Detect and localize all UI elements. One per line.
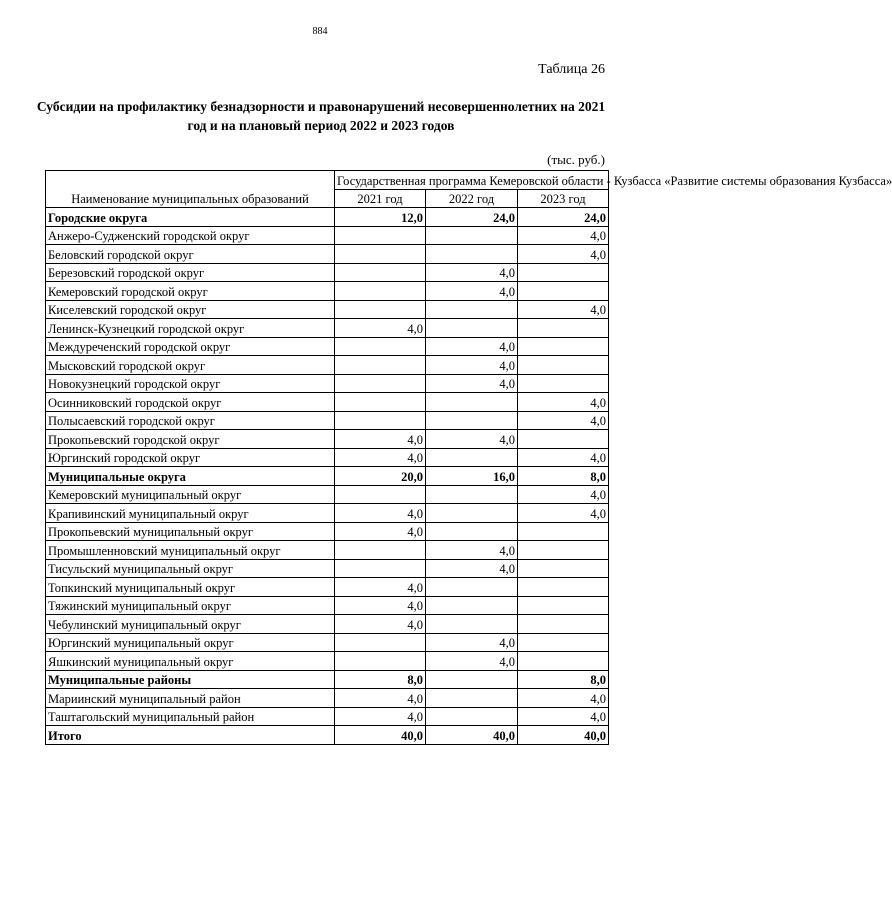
value-2022 xyxy=(426,522,518,541)
municipality-name: Яшкинский муниципальный округ xyxy=(46,652,335,671)
value-2023: 4,0 xyxy=(518,226,609,245)
table-row xyxy=(46,652,609,671)
subsidy-table xyxy=(45,170,892,745)
value-2022 xyxy=(426,300,518,319)
value-2021: 12,0 xyxy=(335,208,426,227)
value-2023: 8,0 xyxy=(518,670,609,689)
value-2023: 4,0 xyxy=(518,448,609,467)
table-row xyxy=(46,226,609,245)
municipality-name: Юргинский муниципальный округ xyxy=(46,633,335,652)
table-row xyxy=(46,522,609,541)
value-2022: 4,0 xyxy=(426,430,518,449)
value-2023: 8,0 xyxy=(518,467,609,486)
table-row xyxy=(46,263,609,282)
value-2021: 4,0 xyxy=(335,578,426,597)
value-2023 xyxy=(518,282,609,301)
table-row xyxy=(46,319,609,338)
value-2022: 40,0 xyxy=(426,726,518,745)
municipality-name: Тисульский муниципальный округ xyxy=(46,559,335,578)
municipality-name: Муниципальные районы xyxy=(46,670,335,689)
value-2023 xyxy=(518,263,609,282)
header-year-2022: 2022 год xyxy=(426,189,518,208)
table-row xyxy=(46,374,609,393)
value-2022 xyxy=(426,485,518,504)
header-year-2021: 2021 год xyxy=(335,189,426,208)
value-2022 xyxy=(426,689,518,708)
table-body xyxy=(46,208,609,745)
header-program: Государственная программа Кемеровской области - Кузбасса «Развитие системы образования Кузбасса» xyxy=(335,171,609,190)
units-label: (тыс. руб.) xyxy=(547,152,605,167)
value-2023: 4,0 xyxy=(518,689,609,708)
municipality-name: Прокопьевский городской округ xyxy=(46,430,335,449)
value-2021 xyxy=(335,559,426,578)
value-2021: 4,0 xyxy=(335,430,426,449)
municipality-name: Березовский городской округ xyxy=(46,263,335,282)
value-2022 xyxy=(426,319,518,338)
value-2022 xyxy=(426,393,518,412)
municipality-name: Осинниковский городской округ xyxy=(46,393,335,412)
municipality-name: Кемеровский городской округ xyxy=(46,282,335,301)
table-row xyxy=(46,689,609,708)
value-2021: 4,0 xyxy=(335,689,426,708)
value-2023 xyxy=(518,559,609,578)
document-title: Субсидии на профилактику безнадзорности и правонарушений несовершеннолетних на 2021 год и на плановый период 2022 и 2023 годов xyxy=(36,99,606,133)
table-row xyxy=(46,430,609,449)
municipality-name: Прокопьевский муниципальный округ xyxy=(46,522,335,541)
table-row xyxy=(46,485,609,504)
municipality-name: Чебулинский муниципальный округ xyxy=(46,615,335,634)
value-2022: 4,0 xyxy=(426,282,518,301)
value-2022 xyxy=(426,578,518,597)
value-2023 xyxy=(518,430,609,449)
table-label: Таблица 26 xyxy=(538,62,605,77)
table-row xyxy=(46,559,609,578)
table-row xyxy=(46,596,609,615)
value-2022: 24,0 xyxy=(426,208,518,227)
value-2022: 4,0 xyxy=(426,633,518,652)
value-2021 xyxy=(335,485,426,504)
value-2022: 4,0 xyxy=(426,337,518,356)
municipality-name: Мариинский муниципальный район xyxy=(46,689,335,708)
municipality-name: Крапивинский муниципальный округ xyxy=(46,504,335,523)
value-2021: 4,0 xyxy=(335,596,426,615)
municipality-name: Промышленновский муниципальный округ xyxy=(46,541,335,560)
municipality-name: Анжеро-Судженский городской округ xyxy=(46,226,335,245)
municipality-name: Междуреченский городской округ xyxy=(46,337,335,356)
header-name-column: Наименование муниципальных образований xyxy=(46,171,335,208)
value-2021: 4,0 xyxy=(335,707,426,726)
value-2023 xyxy=(518,578,609,597)
municipality-name: Беловский городской округ xyxy=(46,245,335,264)
municipality-name: Новокузнецкий городской округ xyxy=(46,374,335,393)
value-2021 xyxy=(335,356,426,375)
value-2021 xyxy=(335,393,426,412)
table-group-row xyxy=(46,726,609,745)
municipality-name: Полысаевский городской округ xyxy=(46,411,335,430)
table-row xyxy=(46,282,609,301)
municipality-name: Юргинский городской округ xyxy=(46,448,335,467)
value-2021 xyxy=(335,245,426,264)
municipality-name: Ленинск-Кузнецкий городской округ xyxy=(46,319,335,338)
municipality-name: Топкинский муниципальный округ xyxy=(46,578,335,597)
value-2021: 4,0 xyxy=(335,448,426,467)
municipality-name: Муниципальные округа xyxy=(46,467,335,486)
table-row xyxy=(46,448,609,467)
value-2022 xyxy=(426,615,518,634)
value-2021 xyxy=(335,541,426,560)
value-2023: 4,0 xyxy=(518,245,609,264)
value-2022 xyxy=(426,707,518,726)
value-2023: 4,0 xyxy=(518,300,609,319)
municipality-name: Тяжинский муниципальный округ xyxy=(46,596,335,615)
table-row xyxy=(46,615,609,634)
value-2022: 4,0 xyxy=(426,559,518,578)
value-2022 xyxy=(426,670,518,689)
value-2022: 4,0 xyxy=(426,356,518,375)
value-2021 xyxy=(335,300,426,319)
value-2023 xyxy=(518,337,609,356)
header-row xyxy=(46,171,609,190)
value-2023: 4,0 xyxy=(518,707,609,726)
value-2023: 4,0 xyxy=(518,485,609,504)
page-number: 884 xyxy=(312,26,328,37)
table-row xyxy=(46,411,609,430)
value-2022 xyxy=(426,245,518,264)
value-2022: 4,0 xyxy=(426,652,518,671)
municipality-name: Итого xyxy=(46,726,335,745)
value-2023 xyxy=(518,522,609,541)
table-row xyxy=(46,578,609,597)
table-row xyxy=(46,504,609,523)
municipality-name: Мысковский городской округ xyxy=(46,356,335,375)
table-row xyxy=(46,300,609,319)
table-row xyxy=(46,337,609,356)
value-2022: 16,0 xyxy=(426,467,518,486)
municipality-name: Киселевский городской округ xyxy=(46,300,335,319)
value-2022 xyxy=(426,411,518,430)
value-2023: 24,0 xyxy=(518,208,609,227)
value-2021 xyxy=(335,411,426,430)
value-2023 xyxy=(518,633,609,652)
value-2022: 4,0 xyxy=(426,541,518,560)
value-2022 xyxy=(426,596,518,615)
value-2021 xyxy=(335,652,426,671)
table-row xyxy=(46,633,609,652)
value-2021: 40,0 xyxy=(335,726,426,745)
value-2023 xyxy=(518,615,609,634)
value-2021 xyxy=(335,337,426,356)
value-2023: 4,0 xyxy=(518,504,609,523)
value-2023: 4,0 xyxy=(518,393,609,412)
table-group-row xyxy=(46,467,609,486)
table-row xyxy=(46,245,609,264)
municipality-name: Кемеровский муниципальный округ xyxy=(46,485,335,504)
value-2021: 4,0 xyxy=(335,504,426,523)
table-group-row xyxy=(46,208,609,227)
value-2021 xyxy=(335,374,426,393)
value-2022 xyxy=(426,226,518,245)
value-2021 xyxy=(335,263,426,282)
value-2023 xyxy=(518,319,609,338)
table-row xyxy=(46,356,609,375)
value-2023 xyxy=(518,652,609,671)
header-year-2023: 2023 год xyxy=(518,189,609,208)
value-2021: 4,0 xyxy=(335,522,426,541)
value-2022 xyxy=(426,448,518,467)
value-2021: 4,0 xyxy=(335,615,426,634)
value-2022 xyxy=(426,504,518,523)
value-2022: 4,0 xyxy=(426,263,518,282)
value-2023 xyxy=(518,541,609,560)
table-row xyxy=(46,707,609,726)
value-2023: 40,0 xyxy=(518,726,609,745)
value-2021: 8,0 xyxy=(335,670,426,689)
value-2023: 4,0 xyxy=(518,411,609,430)
value-2021 xyxy=(335,633,426,652)
value-2021: 4,0 xyxy=(335,319,426,338)
municipality-name: Городские округа xyxy=(46,208,335,227)
value-2021 xyxy=(335,226,426,245)
value-2023 xyxy=(518,374,609,393)
table-row xyxy=(46,393,609,412)
municipality-name: Таштагольский муниципальный район xyxy=(46,707,335,726)
value-2021: 20,0 xyxy=(335,467,426,486)
table-row xyxy=(46,541,609,560)
value-2022: 4,0 xyxy=(426,374,518,393)
value-2023 xyxy=(518,356,609,375)
value-2021 xyxy=(335,282,426,301)
table-group-row xyxy=(46,670,609,689)
value-2023 xyxy=(518,596,609,615)
